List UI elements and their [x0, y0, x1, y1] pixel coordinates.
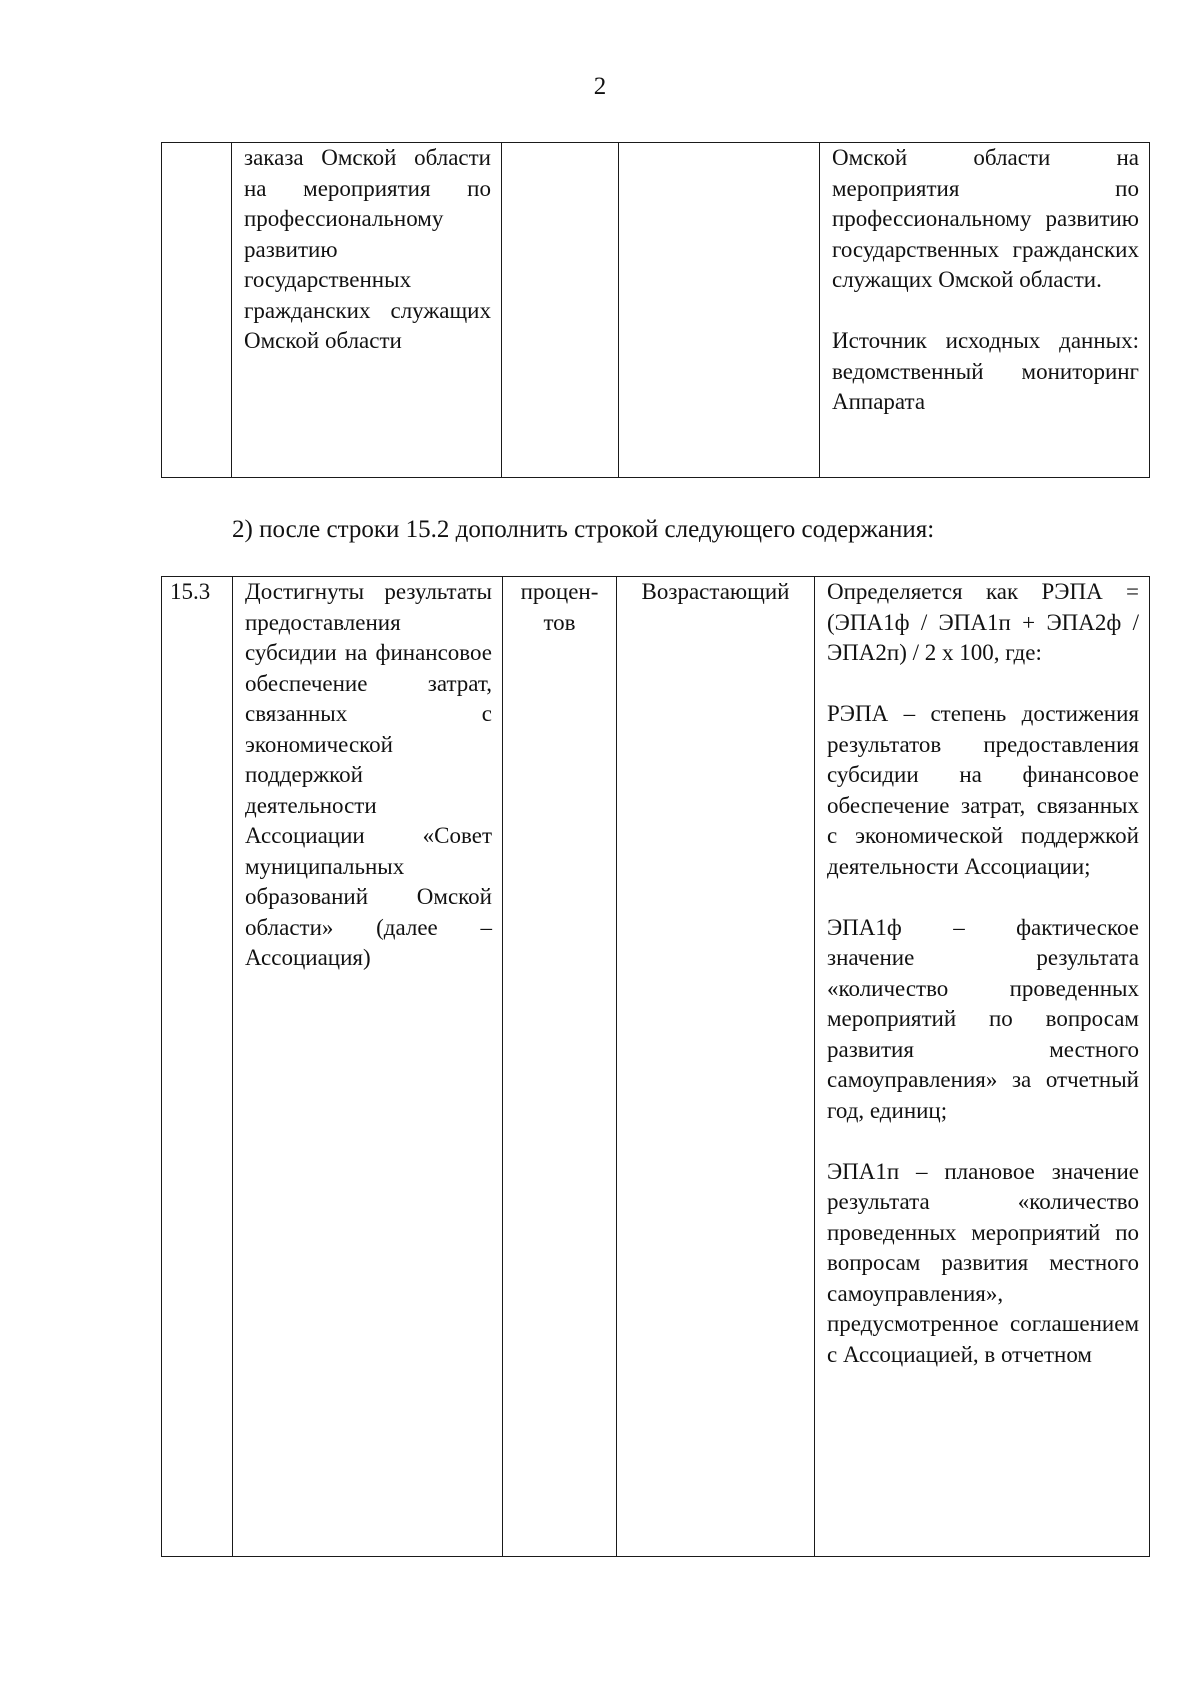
indicator-table-new-row: [161, 576, 1150, 1557]
unit-cell: [503, 577, 617, 1557]
unit-value: процен-тов: [520, 579, 599, 635]
indicator-name: заказа Омской области на мероприятия по профессиональному развитию государственных гражданских служащих Омской области: [244, 145, 491, 353]
page-number: 2: [593, 73, 607, 100]
method-cell: [820, 143, 1150, 478]
method-cell: [815, 577, 1150, 1557]
direction-cell: [617, 577, 815, 1557]
method-paragraph: ЭПА1п – плановое значение результата «количество проведенных мероприятий по вопросам развития местного самоуправления», предусмотренное соглашением с Ассоциацией, в отчетном: [827, 1158, 1139, 1367]
direction-value: Возрастающий: [641, 579, 790, 604]
method-paragraph: Источник исходных данных: ведомственный мониторинг Аппарата: [832, 328, 1139, 414]
row-number-cell: [162, 577, 233, 1557]
table-row: [162, 577, 1150, 1557]
method-paragraph: ЭПА1ф – фактическое значение результата «количество проведенных мероприятий по вопросам развития местного самоуправления» за отчетный год, единиц;: [827, 914, 1139, 1123]
table-row: [162, 143, 1150, 478]
unit-cell: [502, 143, 619, 478]
method-paragraph: Омской области на мероприятия по профессиональному развитию государственных гражданских служащих Омской области.: [832, 145, 1139, 292]
method-paragraph: РЭПА – степень достижения результатов предоставления субсидии на финансовое обеспечение затрат, связанных с экономической поддержкой деятельности Ассоциации;: [827, 701, 1139, 879]
row-number: 15.3: [170, 579, 211, 604]
indicator-name-cell: [233, 577, 503, 1557]
direction-cell: [619, 143, 820, 478]
row-number-cell: [162, 143, 232, 478]
method-paragraph: Определяется как РЭПА = (ЭПА1ф / ЭПА1п + ЭПА2ф / ЭПА2п) / 2 х 100, где:: [827, 579, 1139, 665]
amendment-instruction: 2) после строки 15.2 дополнить строкой следующего содержания:: [232, 516, 935, 543]
indicator-name: Достигнуты результаты предоставления субсидии на финансовое обеспечение затрат, связанных с экономической поддержкой деятельности Ассоциации «Совет муниципальных образований Омской области» (далее – Ассоциация): [245, 579, 492, 970]
indicator-name-cell: [232, 143, 502, 478]
indicator-table-continuation: [161, 142, 1150, 478]
